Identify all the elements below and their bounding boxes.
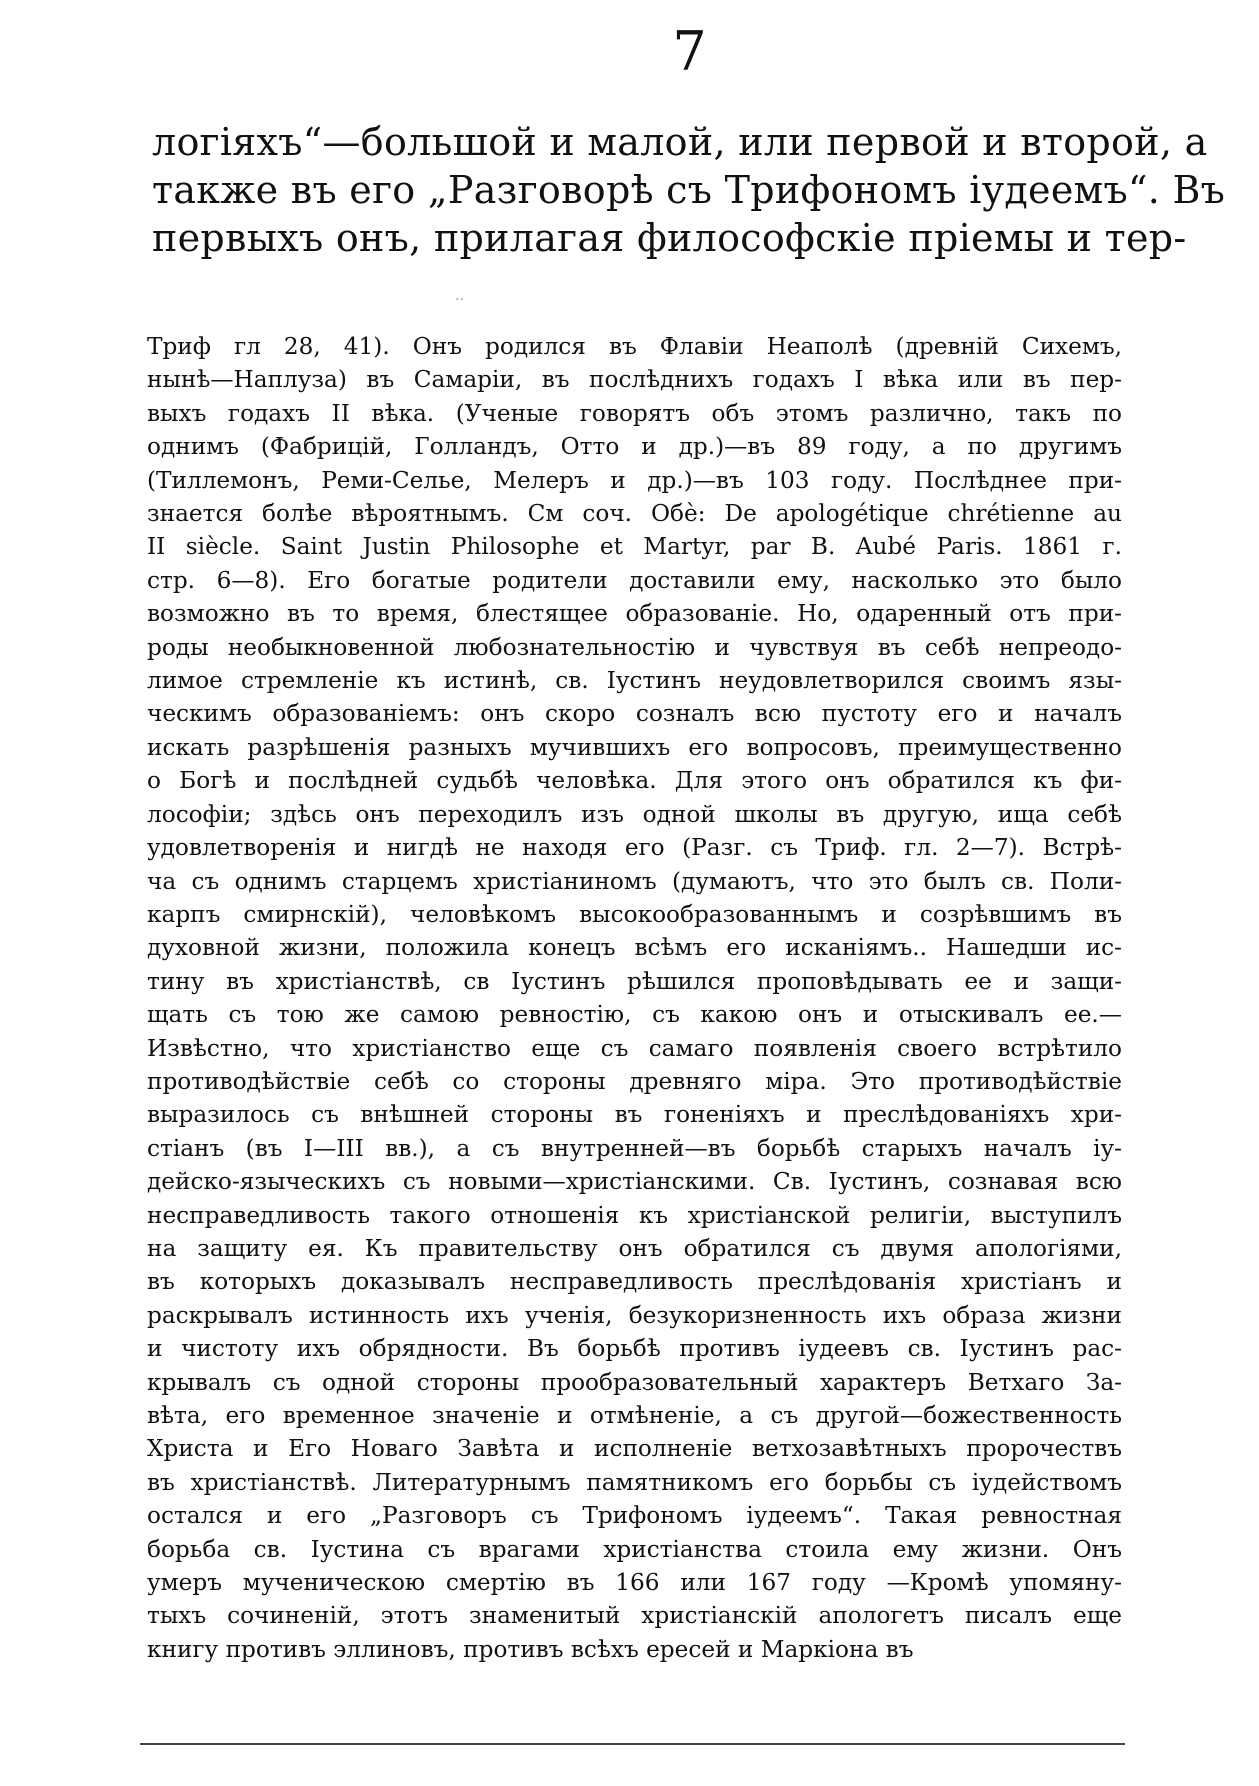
main-text-line: также въ его „Разговорѣ съ Трифономъ іудеемъ“. Въ — [152, 168, 1226, 212]
footnote-line: знается болѣе вѣроятнымъ. См соч. Обѐ: De apologétique chrétienne au — [147, 500, 1122, 528]
footnote-line: щать съ тою же самою ревностію, съ какою онъ и отыскивалъ ее.— — [147, 1001, 1122, 1029]
footnote-line: на защиту ея. Къ правительству онъ обратился съ двумя апологіями, — [147, 1234, 1122, 1262]
footnote-line: стр. 6—8). Его богатые родители доставили ему, насколько это было — [147, 566, 1122, 594]
footnote-line: умеръ мученическою смертію въ 166 или 167 году —Кромѣ упомяну- — [147, 1569, 1122, 1597]
footnote-line: роды необыкновенной любознательностію и чувствуя въ себѣ непреодо- — [147, 633, 1122, 661]
footnote-line: выразилось съ внѣшней стороны въ гоненіяхъ и преслѣдованіяхъ хри- — [147, 1101, 1122, 1129]
footnote-line: духовной жизни, положила конецъ всѣмъ его исканіямъ.. Нашедши ис- — [147, 934, 1122, 962]
footnote-line: ча съ однимъ старцемъ христіаниномъ (думаютъ, что это былъ св. Поли- — [147, 867, 1122, 895]
footnote-line: карпъ смирнскій), человѣкомъ высокообразованнымъ и созрѣвшимъ въ — [147, 900, 1122, 928]
page-number: 7 — [672, 20, 707, 83]
footnote-line: лософіи; здѣсь онъ переходилъ изъ одной школы въ другую, ища себѣ — [147, 800, 1122, 828]
footnote-line: стіанъ (въ I—III вв.), а съ внутренней—въ борьбѣ старыхъ началъ іу- — [147, 1134, 1122, 1162]
footnote-line: о Богѣ и послѣдней судьбѣ человѣка. Для этого онъ обратился къ фи- — [147, 767, 1122, 795]
footnote-block — [147, 330, 1122, 1666]
footnote-line: II siècle. Saint Justin Philosophe et Martyr, par B. Aubé Paris. 1861 г. — [147, 533, 1122, 561]
footnote-line: противодѣйствіе себѣ со стороны древняго міра. Это противодѣйствіе — [147, 1067, 1122, 1095]
footnote-line: въ христіанствѣ. Литературнымъ памятникомъ его борьбы съ іудействомъ — [147, 1468, 1122, 1496]
main-text-line: логіяхъ“—большой и малой, или первой и второй, а — [152, 120, 1208, 164]
footnote-line: искать разрѣшенія разныхъ мучившихъ его вопросовъ, преимущественно — [147, 733, 1122, 761]
footnote-line: книгу противъ эллиновъ, противъ всѣхъ ересей и Маркіона въ — [147, 1635, 914, 1663]
footnote-line: (Тиллемонъ, Реми-Селье, Мелеръ и др.)—въ 103 году. Послѣднее при- — [147, 466, 1122, 494]
footnote-line: Христа и Его Новаго Завѣта и исполненіе ветхозавѣтныхъ пророчествъ — [147, 1435, 1122, 1463]
footnote-line: выхъ годахъ II вѣка. (Ученые говорятъ объ этомъ различно, такъ по — [147, 399, 1122, 427]
footnote-line: и чистоту ихъ обрядности. Въ борьбѣ противъ іудеевъ св. Іустинъ рас- — [147, 1335, 1122, 1363]
footnote-line: однимъ (Фабрицій, Голландъ, Отто и др.)—въ 89 году, а по другимъ — [147, 433, 1122, 461]
footnote-line: тыхъ сочиненій, этотъ знаменитый христіанскій апологетъ писалъ еще — [147, 1602, 1122, 1630]
footnote-line: ческимъ образованіемъ: онъ скоро созналъ всю пустоту его и началъ — [147, 700, 1122, 728]
footnote-line: дейско-языческихъ съ новыми—христіанскими. Св. Іустинъ, сознавая всю — [147, 1168, 1122, 1196]
footnote-line: въ которыхъ доказывалъ несправедливость преслѣдованія христіанъ и — [147, 1268, 1122, 1296]
footnote-line: лимое стремленіе къ истинѣ, св. Іустинъ неудовлетворился своимъ язы- — [147, 667, 1122, 695]
footnote-line: крывалъ съ одной стороны прообразовательный характеръ Ветхаго За- — [147, 1368, 1122, 1396]
footnote-line: остался и его „Разговоръ съ Трифономъ іудеемъ“. Такая ревностная — [147, 1502, 1122, 1530]
footnote-line: удовлетворенія и нигдѣ не находя его (Разг. съ Триф. гл. 2—7). Встрѣ- — [147, 834, 1122, 862]
footnote-line: Триф гл 28, 41). Онъ родился въ Флавіи Неаполѣ (древній Сихемъ, — [147, 333, 1122, 360]
footnote-line: раскрывалъ истинность ихъ ученія, безукоризненность ихъ образа жизни — [147, 1301, 1122, 1329]
bottom-rule — [140, 1743, 1125, 1745]
main-text-line: первыхъ онъ, прилагая философскіе пріемы и тер- — [152, 216, 1187, 260]
footnote-line: несправедливость такого отношенія къ христіанской религіи, выступилъ — [147, 1201, 1122, 1229]
footnote-line: Извѣстно, что христіанство еще съ самаго появленія своего встрѣтило — [147, 1034, 1122, 1062]
separator-mark: .. — [455, 288, 464, 304]
footnote-line: нынѣ—Наплуза) въ Самаріи, въ послѣднихъ годахъ I вѣка или въ пер- — [147, 366, 1122, 394]
footnote-line: возможно въ то время, блестящее образованіе. Но, одаренный отъ при- — [147, 600, 1122, 628]
footnote-line: тину въ христіанствѣ, св Іустинъ рѣшился проповѣдывать ее и защи- — [147, 967, 1122, 995]
main-text-block — [152, 118, 1226, 262]
footnote-line: вѣта, его временное значеніе и отмѣненіе, а съ другой—божественность — [147, 1402, 1122, 1429]
footnote-line: борьба св. Іустина съ врагами христіанства стоила ему жизни. Онъ — [147, 1535, 1122, 1563]
